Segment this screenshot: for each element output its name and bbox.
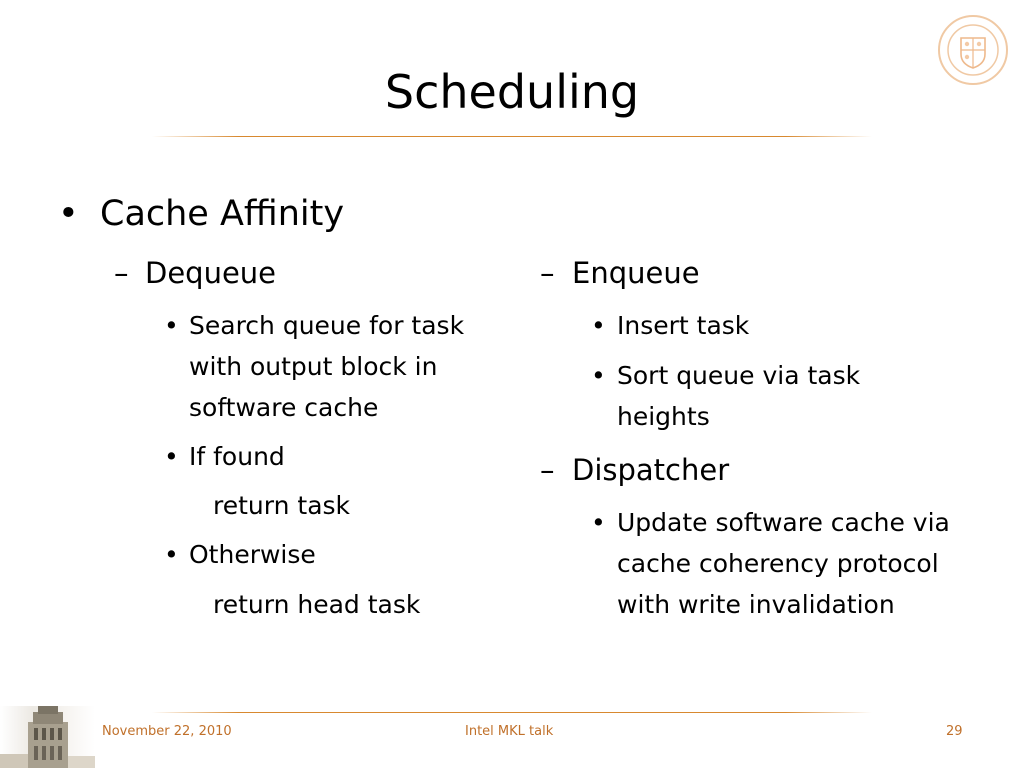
dash-marker: – bbox=[540, 453, 555, 487]
footer-divider bbox=[152, 712, 872, 713]
title-divider bbox=[152, 136, 872, 137]
bullet-dot: • bbox=[58, 194, 79, 234]
bullet-dot: • bbox=[164, 311, 179, 340]
bullet-cache-affinity: Cache Affinity bbox=[100, 194, 345, 234]
item-search-queue: Search queue for task with output block in software cache bbox=[189, 311, 465, 422]
subheading-dequeue: Dequeue bbox=[145, 256, 277, 290]
subheading-enqueue: Enqueue bbox=[572, 256, 700, 290]
tower-image-icon bbox=[0, 706, 95, 768]
footer-date: November 22, 2010 bbox=[102, 724, 232, 739]
item-otherwise: Otherwise bbox=[189, 540, 316, 569]
subheading-dispatcher: Dispatcher bbox=[572, 453, 730, 487]
slide-title: Scheduling bbox=[384, 65, 640, 119]
page-number: 29 bbox=[946, 724, 963, 739]
bullet-dot: • bbox=[164, 442, 179, 471]
bullet-dot: • bbox=[591, 361, 606, 390]
item-return-head-task: return head task bbox=[213, 590, 421, 619]
bullet-dot: • bbox=[164, 540, 179, 569]
footer-title: Intel MKL talk bbox=[465, 724, 554, 739]
dash-marker: – bbox=[540, 256, 555, 290]
item-update-cache: Update software cache via cache coherency protocol with write invalidation bbox=[617, 508, 950, 619]
item-return-task: return task bbox=[213, 491, 351, 520]
bullet-dot: • bbox=[591, 311, 606, 340]
item-sort-queue: Sort queue via task heights bbox=[617, 361, 861, 431]
item-insert-task: Insert task bbox=[617, 311, 750, 340]
dash-marker: – bbox=[114, 256, 129, 290]
item-if-found: If found bbox=[189, 442, 285, 471]
bullet-dot: • bbox=[591, 508, 606, 537]
